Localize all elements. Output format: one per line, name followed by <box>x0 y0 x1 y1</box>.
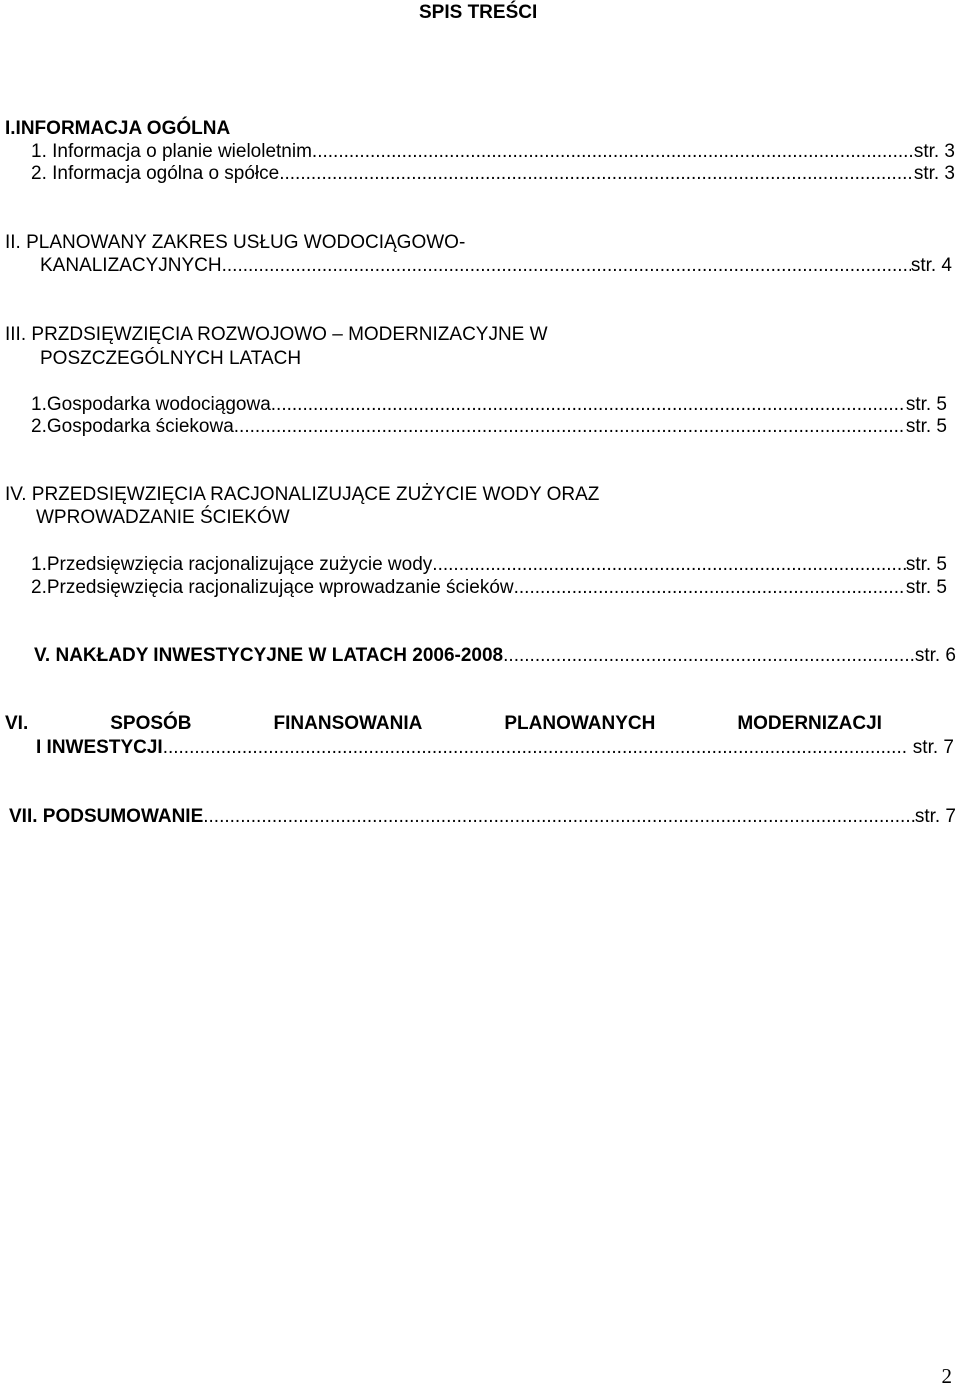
toc-page-ref: str. 5 <box>905 577 947 598</box>
toc-entry-3-2[interactable] <box>31 416 947 438</box>
section-2-heading: II. PLANOWANY ZAKRES USŁUG WODOCIĄGOWO- <box>5 232 466 253</box>
section-3-heading-cont: POSZCZEGÓLNYCH LATACH <box>40 348 302 369</box>
page-number: 2 <box>941 1364 952 1388</box>
dot-leader <box>432 554 906 576</box>
toc-entry-6[interactable] <box>36 737 954 759</box>
toc-page-ref: str. 5 <box>905 554 947 575</box>
toc-page-ref: str. 7 <box>914 806 956 827</box>
dot-leader <box>222 255 911 277</box>
dot-leader <box>503 645 915 667</box>
toc-entry-label: 2.Gospodarka ściekowa <box>31 416 234 437</box>
dot-leader <box>279 163 914 185</box>
toc-entry-label: 1.Przedsięwzięcia racjonalizujące zużycie wody <box>31 554 433 575</box>
toc-page-ref: str. 5 <box>905 394 947 415</box>
section-4-heading: IV. PRZEDSIĘWZIĘCIA RACJONALIZUJĄCE ZUŻYCIE WODY ORAZ <box>5 484 600 505</box>
toc-entry-1-2[interactable] <box>31 163 955 185</box>
toc-entry-3-1[interactable] <box>31 394 947 416</box>
heading-word: VI. <box>5 713 29 734</box>
heading-word: FINANSOWANIA <box>273 713 423 734</box>
toc-entry-4-2[interactable] <box>31 577 947 599</box>
toc-entry-label: V. NAKŁADY INWESTYCYJNE W LATACH 2006-2008 <box>34 645 504 666</box>
dot-leader <box>312 141 914 163</box>
dot-leader <box>163 737 908 759</box>
toc-entry-label: I INWESTYCJI <box>36 737 163 758</box>
dot-leader <box>271 394 906 416</box>
toc-page-ref: str. 3 <box>913 141 955 162</box>
dot-leader <box>514 577 906 599</box>
toc-entry-label: KANALIZACYJNYCH <box>40 255 222 276</box>
toc-page-ref: str. 7 <box>907 737 954 758</box>
section-4-heading-cont: WPROWADZANIE ŚCIEKÓW <box>36 507 290 528</box>
toc-entry-label: VII. PODSUMOWANIE <box>9 806 204 827</box>
toc-page-ref: str. 3 <box>913 163 955 184</box>
section-3-heading: III. PRZDSIĘWZIĘCIA ROZWOJOWO – MODERNIZACYJNE W <box>5 324 548 345</box>
toc-entry-4-1[interactable] <box>31 554 947 576</box>
dot-leader <box>203 806 915 828</box>
toc-page-ref: str. 5 <box>905 416 947 437</box>
page-title: SPIS TREŚCI <box>419 2 538 23</box>
dot-leader <box>234 416 906 438</box>
toc-entry-1-1[interactable] <box>31 141 955 163</box>
toc-page-ref: str. 6 <box>914 645 956 666</box>
toc-entry-2[interactable] <box>40 255 952 277</box>
toc-entry-label: 1. Informacja o planie wieloletnim <box>31 141 312 162</box>
toc-page-ref: str. 4 <box>910 255 952 276</box>
heading-word: MODERNIZACJI <box>737 713 882 734</box>
heading-word: SPOSÓB <box>110 713 192 734</box>
toc-entry-7[interactable] <box>9 806 956 828</box>
toc-entry-5[interactable] <box>34 645 956 667</box>
section-1-heading: I.INFORMACJA OGÓLNA <box>5 118 231 139</box>
toc-entry-label: 2.Przedsięwzięcia racjonalizujące wprowadzanie ścieków <box>31 577 514 598</box>
section-6-heading <box>5 713 882 735</box>
toc-entry-label: 2. Informacja ogólna o spółce <box>31 163 280 184</box>
toc-entry-label: 1.Gospodarka wodociągowa <box>31 394 271 415</box>
heading-word: PLANOWANYCH <box>504 713 656 734</box>
